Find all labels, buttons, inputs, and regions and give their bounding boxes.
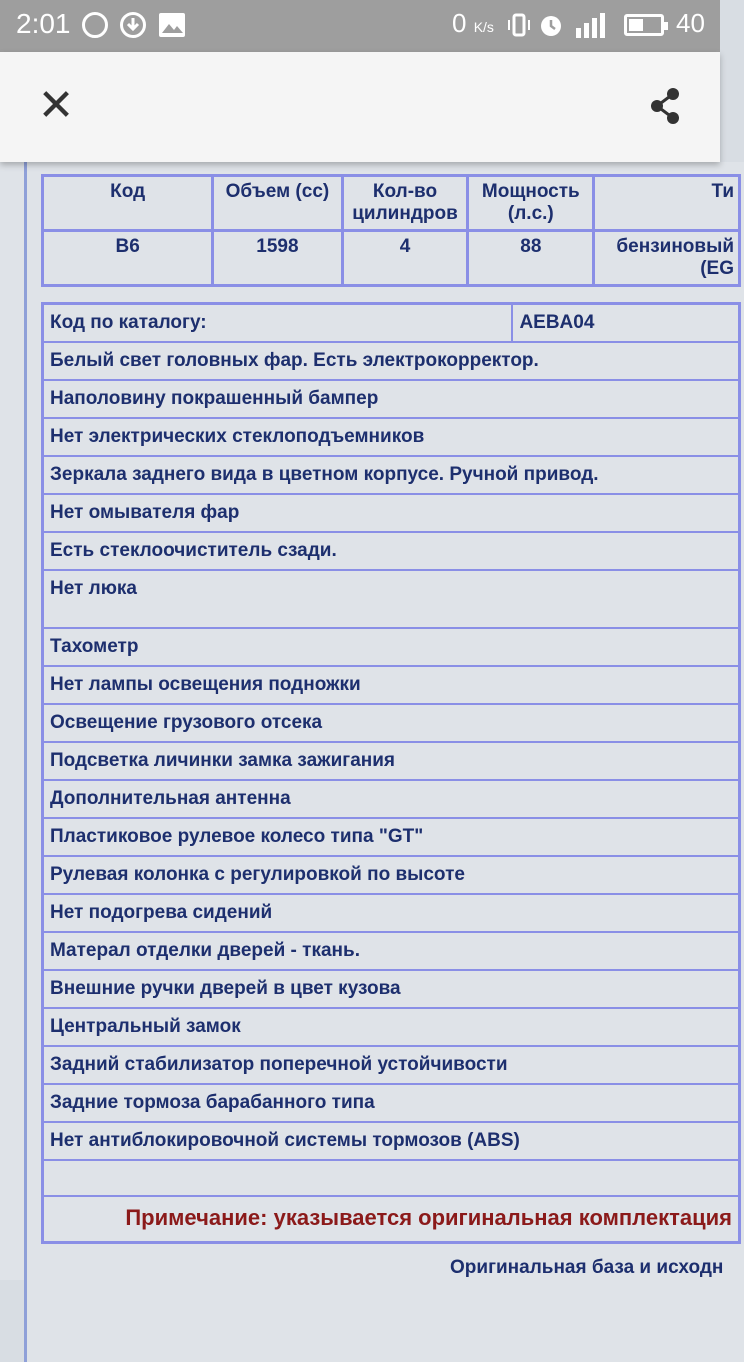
list-item: Нет антиблокировочной системы тормозов (ABS) [43,1122,740,1160]
alarm-icon [538,12,564,38]
list-item: Наполовину покрашенный бампер [43,380,740,418]
list-item: Дополнительная антенна [43,780,740,818]
header-code: Код [43,176,213,231]
list-item: Есть стеклоочиститель сзади. [43,532,740,570]
image-icon [158,12,184,38]
header-cylinders: Кол-во цилиндров [342,176,468,231]
cell-type: бензиновый (EG [594,231,740,286]
list-item: Рулевая колонка с регулировкой по высоте [43,856,740,894]
equipment-options-table [41,302,741,1244]
cell-volume: 1598 [213,231,342,286]
web-content[interactable] [0,162,734,1280]
list-item: Белый свет головных фар. Есть электрокорректор. [43,342,740,380]
share-icon[interactable] [640,80,692,132]
list-item: Тахометр [43,628,740,666]
vibrate-icon [506,12,532,38]
top-app-bar [0,52,720,162]
header-type: Ти [594,176,740,231]
cell-cylinders: 4 [342,231,468,286]
list-item: Задние тормоза барабанного типа [43,1084,740,1122]
table-row [43,231,740,286]
network-speed: 0 K/s [452,8,494,38]
catalog-value: AEBA04 [512,304,739,343]
status-time: 2:01 [16,8,71,39]
note-text: Примечание: указывается оригинальная комплектация [43,1196,740,1242]
header-power: Мощность (л.с.) [468,176,594,231]
list-item: Матерал отделки дверей - ткань. [43,932,740,970]
list-item: Нет люка [43,570,740,628]
list-item: Подсветка личинки замка зажигания [43,742,740,780]
list-item: Нет лампы освещения подножки [43,666,740,704]
catalog-code-row [43,304,740,343]
header-volume: Объем (cc) [213,176,342,231]
list-item: Центральный замок [43,1008,740,1046]
list-item: Пластиковое рулевое колесо типа "GT" [43,818,740,856]
list-item: Нет омывателя фар [43,494,740,532]
list-item: Задний стабилизатор поперечной устойчивости [43,1046,740,1084]
table-header-row [43,176,740,231]
catalog-label: Код по каталогу: [43,304,513,343]
engine-spec-table [41,174,741,287]
status-bar [0,0,720,52]
cell-code: B6 [43,231,213,286]
download-progress-icon [82,12,108,38]
close-icon[interactable]: ✕ [37,80,75,131]
battery-icon [624,14,664,36]
download-icon [120,12,146,38]
list-item: Внешние ручки дверей в цвет кузова [43,970,740,1008]
list-item: Нет электрических стеклоподъемников [43,418,740,456]
battery-level: 40 [676,8,705,38]
empty-row [43,1160,740,1196]
note-row [43,1196,740,1242]
list-item: Освещение грузового отсека [43,704,740,742]
cell-power: 88 [468,231,594,286]
list-item: Нет подогрева сидений [43,894,740,932]
list-item: Зеркала заднего вида в цветном корпусе. Ручной привод. [43,456,740,494]
signal-icon [574,12,614,38]
footer-link-text[interactable]: Оригинальная база и исходн [450,1257,724,1278]
